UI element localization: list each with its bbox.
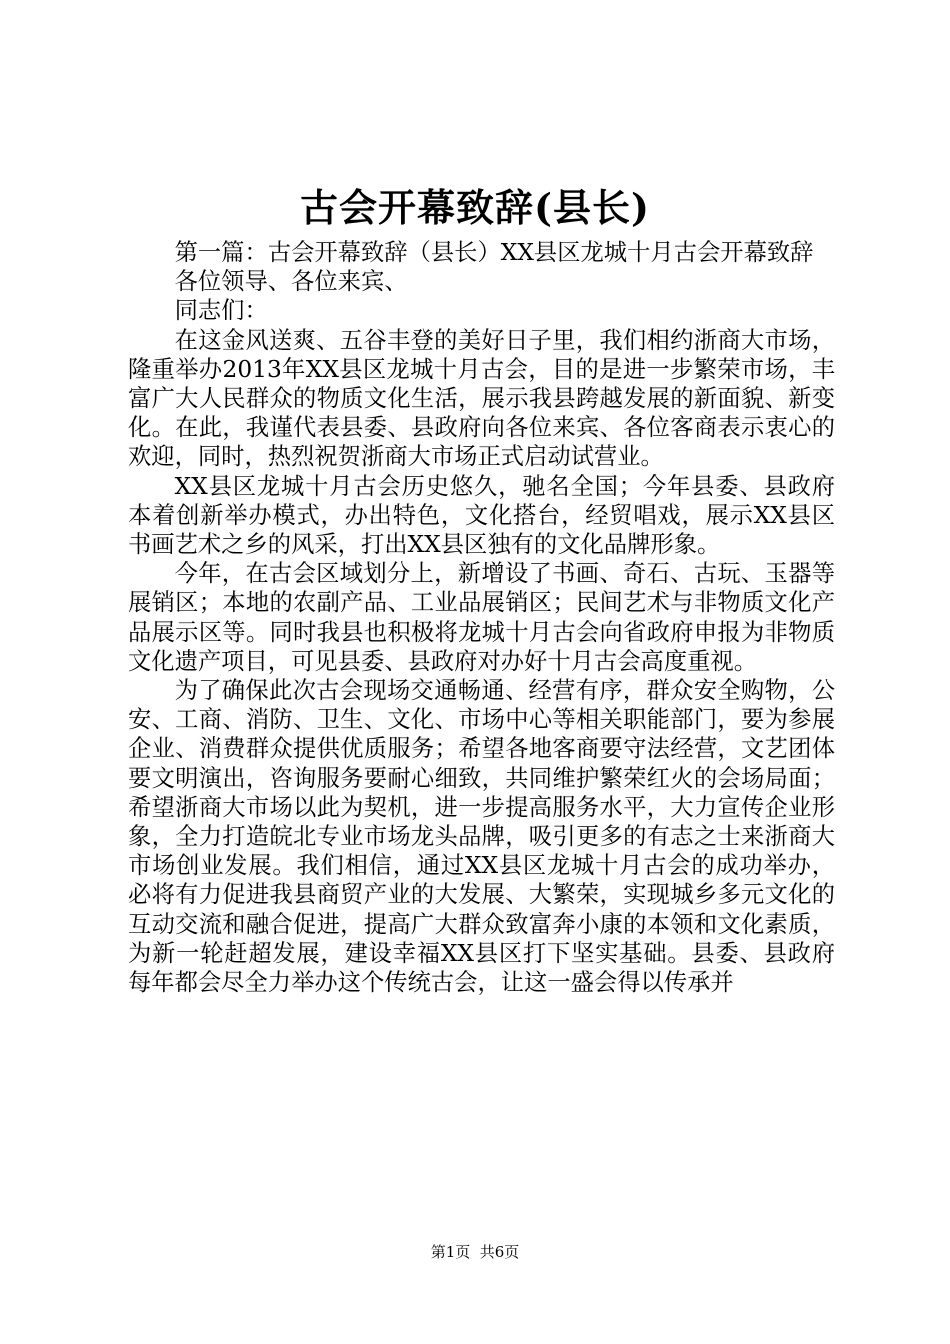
document-body (128, 238, 835, 997)
paragraph-salutation-leaders: 各位领导、各位来宾、 (174, 268, 408, 296)
page-indicator: 第1页 共6页 (430, 1243, 520, 1261)
paragraph-zones: 今年，在古会区域划分上，新增设了书画、奇石、古玩、玉器等展销区；本地的农副产品、工业品展销区；民间艺术与非物质文化产品展示区等。同时我县也积极将龙城十月古会向省政府申报为非物质文化遗产项目，可见县委、县政府对办好十月古会高度重视。 (128, 560, 835, 675)
page-footer (0, 1242, 950, 1262)
document-title: 古会开幕致辞(县长) (300, 185, 650, 230)
paragraph-salutation-comrades: 同志们： (174, 297, 268, 325)
paragraph-services: 为了确保此次古会现场交通畅通、经营有序，群众安全购物，公安、工商、消防、卫生、文化、市场中心等相关职能部门，要为参展企业、消费群众提供优质服务；希望各地客商要守法经营，文艺团体要文明演出，咨询服务要耐心细致，共同维护繁荣红火的会场局面；希望浙商大市场以此为契机，进一步提高服务水平，大力宣传企业形象，全力打造皖北专业市场龙头品牌，吸引更多的有志之士来浙商大市场创业发展。我们相信，通过XX县区龙城十月古会的成功举办，必将有力促进我县商贸产业的大发展、大繁荣，实现城乡多元文化的互动交流和融合促进，提高广大群众致富奔小康的本领和文化素质，为新一轮赶超发展，建设幸福XX县区打下坚实基础。县委、县政府每年都会尽全力举办这个传统古会，让这一盛会得以传承并 (128, 677, 835, 997)
paragraph-heading: 第一篇：古会开幕致辞（县长）XX县区龙城十月古会开幕致辞 (174, 239, 814, 266)
paragraph-opening: 在这金风送爽、五谷丰登的美好日子里，我们相约浙商大市场，隆重举办2013年XX县区龙城十月古会，目的是进一步繁荣市场，丰富广大人民群众的物质文化生活，展示我县跨越发展的新面貌、新变化。在此，我谨代表县委、县政府向各位来宾、各位客商表示衷心的欢迎，同时，热烈祝贺浙商大市场正式启动试营业。 (128, 326, 835, 471)
paragraph-history: XX县区龙城十月古会历史悠久，驰名全国；今年县委、县政府本着创新举办模式，办出特色，文化搭台，经贸唱戏，展示XX县区书画艺术之乡的风采，打出XX县区独有的文化品牌形象。 (128, 472, 835, 559)
